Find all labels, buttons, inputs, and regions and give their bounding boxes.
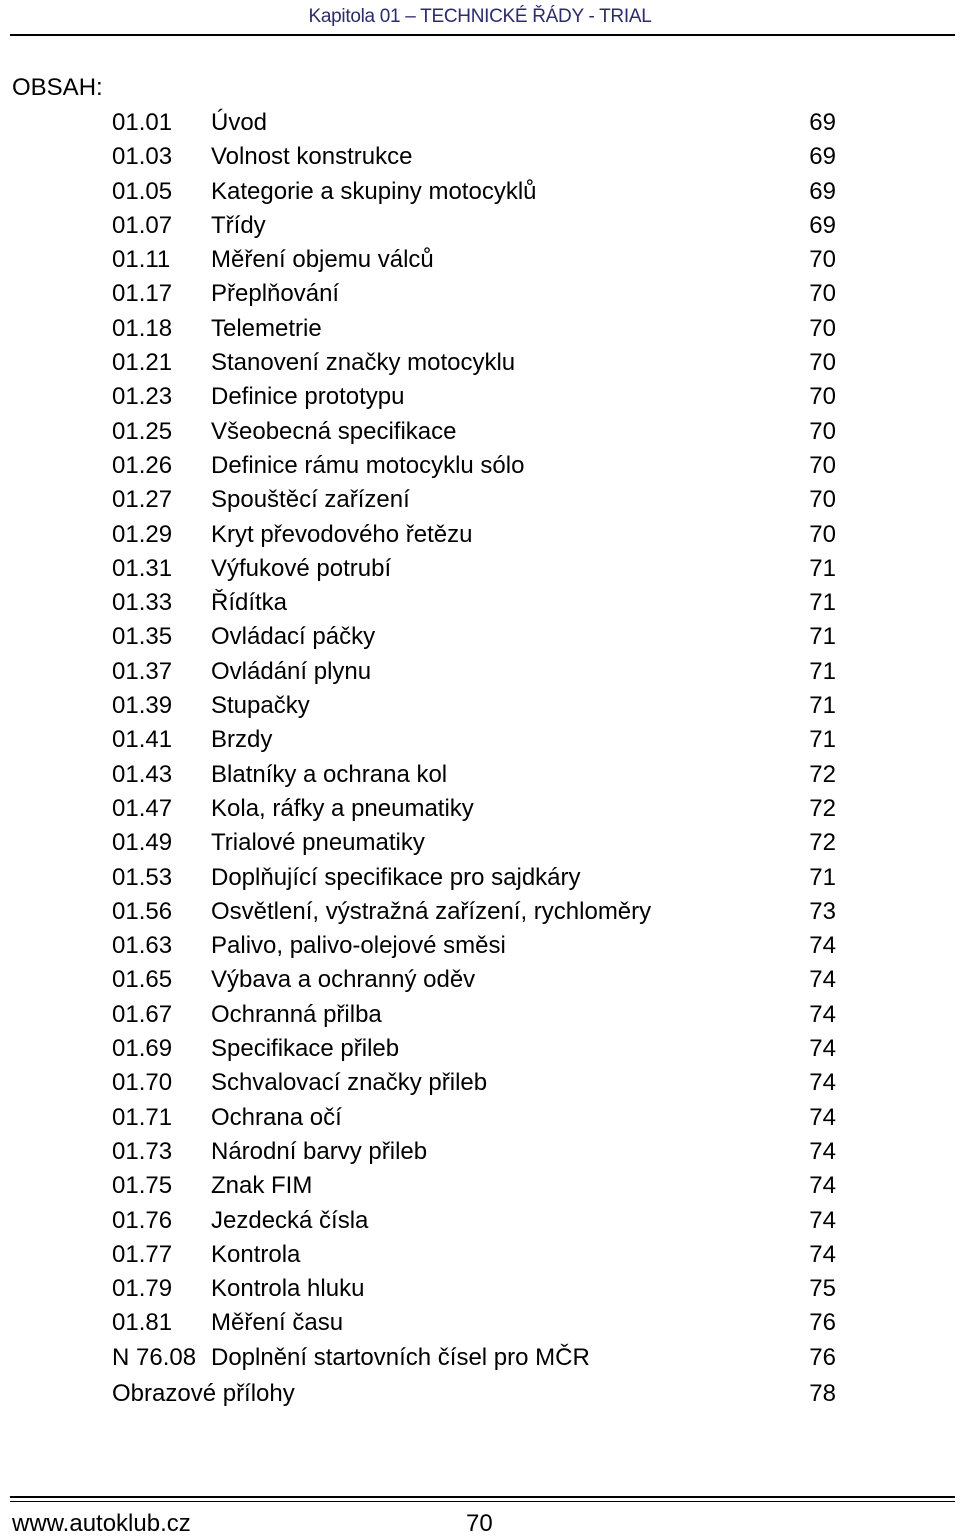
toc-entry-page: 74 xyxy=(809,932,836,960)
toc-entry[interactable] xyxy=(0,826,960,860)
toc-entry[interactable] xyxy=(0,312,960,346)
page-header-title: Kapitola 01 – TECHNICKÉ ŘÁDY - TRIAL xyxy=(308,6,652,27)
toc-entry[interactable] xyxy=(0,209,960,243)
toc-entry-number: 01.41 xyxy=(112,726,173,754)
toc-entry-title: Ochranná přilba xyxy=(211,1000,382,1028)
toc-entry-title: Blatníky a ochrana kol xyxy=(211,760,448,788)
toc-entry-number: 01.63 xyxy=(112,932,173,960)
toc-entry-title: Stanovení značky motocyklu xyxy=(211,349,516,377)
toc-entry[interactable] xyxy=(0,1272,960,1306)
toc-entry[interactable] xyxy=(0,998,960,1032)
toc-entry-number: 01.17 xyxy=(112,280,173,308)
toc-entry[interactable] xyxy=(0,895,960,929)
footer-page-number: 70 xyxy=(466,1510,493,1537)
toc-entry[interactable] xyxy=(0,1341,960,1375)
toc-entry-appendix[interactable] xyxy=(0,1377,960,1411)
toc-entry-title: Kontrola hluku xyxy=(211,1275,365,1303)
toc-entry-page: 72 xyxy=(809,760,836,788)
toc-entry-page: 74 xyxy=(809,1172,836,1200)
toc-entry-number: N 76.08 xyxy=(112,1343,197,1371)
toc-entry[interactable] xyxy=(0,518,960,552)
toc-entry-title: Výfukové potrubí xyxy=(211,554,392,582)
toc-entry-title: Ovládání plynu xyxy=(211,657,372,685)
toc-entry-page: 70 xyxy=(809,486,836,514)
toc-entry-title: Kola, ráfky a pneumatiky xyxy=(211,794,474,822)
toc-entry-title: Kontrola xyxy=(211,1240,301,1268)
toc-entry-page: 72 xyxy=(809,794,836,822)
toc-entry-number: 01.37 xyxy=(112,657,173,685)
toc-entry-number: 01.47 xyxy=(112,794,173,822)
toc-entry-page: 74 xyxy=(809,1240,836,1268)
toc-entry-title: Spouštěcí zařízení xyxy=(211,486,410,514)
toc-entry[interactable] xyxy=(0,1135,960,1169)
toc-entry-title: Měření objemu válců xyxy=(211,246,434,274)
toc-entry-number: 01.76 xyxy=(112,1206,173,1234)
toc-entry-title: Ovládací páčky xyxy=(211,623,376,651)
toc-entry-number: 01.75 xyxy=(112,1172,173,1200)
toc-entry-title: Výbava a ochranný oděv xyxy=(211,966,476,994)
toc-entry-title: Osvětlení, výstražná zařízení, rychloměry xyxy=(211,897,652,925)
toc-entry[interactable] xyxy=(0,586,960,620)
toc-entry-title: Třídy xyxy=(211,211,266,239)
toc-entry[interactable] xyxy=(0,277,960,311)
toc-entry-page: 74 xyxy=(809,1000,836,1028)
toc-entry[interactable] xyxy=(0,140,960,174)
toc-entry-title: Kategorie a skupiny motocyklů xyxy=(211,177,537,205)
toc-entry-page: 71 xyxy=(809,554,836,582)
toc-entry-number: 01.26 xyxy=(112,451,173,479)
toc-entry-number: 01.05 xyxy=(112,177,173,205)
toc-entry-number: 01.33 xyxy=(112,589,173,617)
toc-entry[interactable] xyxy=(0,552,960,586)
toc-entry-page: 74 xyxy=(809,966,836,994)
toc-entry-page: 74 xyxy=(809,1103,836,1131)
toc-appendix-page: 78 xyxy=(809,1379,836,1407)
toc-entry-page: 76 xyxy=(809,1309,836,1337)
toc-entry-page: 70 xyxy=(809,349,836,377)
toc-entry-title: Brzdy xyxy=(211,726,273,754)
toc-entry-number: 01.21 xyxy=(112,349,173,377)
toc-entry-page: 70 xyxy=(809,246,836,274)
footer-website-link[interactable]: www.autoklub.cz xyxy=(12,1510,191,1537)
toc-entry-title: Ochrana očí xyxy=(211,1103,342,1131)
toc-entry[interactable] xyxy=(0,723,960,757)
toc-entry-page: 74 xyxy=(809,1035,836,1063)
toc-entry[interactable] xyxy=(0,963,960,997)
toc-entry-page: 71 xyxy=(809,692,836,720)
toc-entry[interactable] xyxy=(0,346,960,380)
toc-entry-number: 01.69 xyxy=(112,1035,173,1063)
toc-entry-number: 01.35 xyxy=(112,623,173,651)
toc-entry[interactable] xyxy=(0,1238,960,1272)
toc-entry[interactable] xyxy=(0,1101,960,1135)
footer-divider xyxy=(10,1496,955,1498)
toc-entry[interactable] xyxy=(0,106,960,140)
toc-entry[interactable] xyxy=(0,861,960,895)
toc-entry-title: Doplňující specifikace pro sajdkáry xyxy=(211,863,581,891)
toc-entry-page: 69 xyxy=(809,143,836,171)
toc-entry-number: 01.73 xyxy=(112,1137,173,1165)
toc-entry-number: 01.49 xyxy=(112,829,173,857)
toc-label: OBSAH: xyxy=(12,74,103,101)
toc-entry[interactable] xyxy=(0,380,960,414)
toc-entry-page: 69 xyxy=(809,211,836,239)
toc-entry[interactable] xyxy=(0,655,960,689)
toc-entry-title: Telemetrie xyxy=(211,314,322,342)
toc-entry-title: Měření času xyxy=(211,1309,344,1337)
toc-entry-number: 01.18 xyxy=(112,314,173,342)
toc-entry-title: Jezdecká čísla xyxy=(211,1206,369,1234)
toc-entry[interactable] xyxy=(0,689,960,723)
toc-entry-number: 01.39 xyxy=(112,692,173,720)
toc-entry-number: 01.27 xyxy=(112,486,173,514)
toc-entry-number: 01.31 xyxy=(112,554,173,582)
toc-entry-page: 70 xyxy=(809,280,836,308)
toc-entry[interactable] xyxy=(0,1032,960,1066)
toc-entry-page: 71 xyxy=(809,726,836,754)
toc-entry-number: 01.43 xyxy=(112,760,173,788)
toc-entry-page: 75 xyxy=(809,1275,836,1303)
toc-entry-title: Definice prototypu xyxy=(211,383,405,411)
toc-entry-page: 69 xyxy=(809,177,836,205)
toc-entry[interactable] xyxy=(0,1306,960,1340)
toc-entry-number: 01.79 xyxy=(112,1275,173,1303)
toc-entry-title: Přeplňování xyxy=(211,280,340,308)
toc-entry-number: 01.23 xyxy=(112,383,173,411)
toc-entry-title: Kryt převodového řetězu xyxy=(211,520,473,548)
toc-entry-title: Palivo, palivo-olejové směsi xyxy=(211,932,506,960)
toc-entry-title: Stupačky xyxy=(211,692,310,720)
toc-entry-title: Řídítka xyxy=(211,589,288,617)
toc-entry-page: 70 xyxy=(809,451,836,479)
toc-entry-title: Všeobecná specifikace xyxy=(211,417,457,445)
toc-entry[interactable] xyxy=(0,243,960,277)
toc-entry[interactable] xyxy=(0,449,960,483)
toc-entry-page: 74 xyxy=(809,1137,836,1165)
toc-entry[interactable] xyxy=(0,1066,960,1100)
toc-entry[interactable] xyxy=(0,929,960,963)
toc-entry[interactable] xyxy=(0,620,960,654)
toc-entry-number: 01.56 xyxy=(112,897,173,925)
toc-entry-page: 76 xyxy=(809,1343,836,1371)
toc-entry-page: 74 xyxy=(809,1206,836,1234)
toc-entry-page: 71 xyxy=(809,623,836,651)
toc-entry-page: 70 xyxy=(809,314,836,342)
toc-entry-number: 01.71 xyxy=(112,1103,173,1131)
toc-entry[interactable] xyxy=(0,792,960,826)
toc-entry-number: 01.07 xyxy=(112,211,173,239)
toc-appendix-title: Obrazové přílohy xyxy=(112,1379,295,1407)
footer-divider-thin xyxy=(10,1501,955,1502)
toc-entry-number: 01.53 xyxy=(112,863,173,891)
toc-entry-number: 01.01 xyxy=(112,109,173,136)
toc-entry-page: 71 xyxy=(809,657,836,685)
toc-entry-title: Definice rámu motocyklu sólo xyxy=(211,451,525,479)
toc-entry-page: 72 xyxy=(809,829,836,857)
toc-entry-number: 01.67 xyxy=(112,1000,173,1028)
toc-entry-page: 70 xyxy=(809,520,836,548)
toc-entry[interactable] xyxy=(0,175,960,209)
toc-entry-title: Doplnění startovních čísel pro MČR xyxy=(211,1343,590,1371)
toc-entry-number: 01.65 xyxy=(112,966,173,994)
toc-entry[interactable] xyxy=(0,1204,960,1238)
toc-entry-page: 70 xyxy=(809,383,836,411)
toc-entry-title: Národní barvy přileb xyxy=(211,1137,428,1165)
toc-entry[interactable] xyxy=(0,758,960,792)
toc-entry-number: 01.81 xyxy=(112,1309,173,1337)
toc-entry-title: Schvalovací značky přileb xyxy=(211,1069,488,1097)
header-divider xyxy=(10,34,955,36)
toc-entry-number: 01.25 xyxy=(112,417,173,445)
toc-entry-title: Volnost konstrukce xyxy=(211,143,413,171)
toc-entry-number: 01.29 xyxy=(112,520,173,548)
toc-entry-page: 74 xyxy=(809,1069,836,1097)
toc-entry-number: 01.70 xyxy=(112,1069,173,1097)
toc-entry-title: Specifikace přileb xyxy=(211,1035,400,1063)
toc-entry-number: 01.11 xyxy=(112,246,171,274)
toc-entry[interactable] xyxy=(0,483,960,517)
table-of-contents xyxy=(0,106,960,1411)
toc-entry-page: 69 xyxy=(809,109,836,136)
toc-entry-number: 01.77 xyxy=(112,1240,173,1268)
toc-entry[interactable] xyxy=(0,1169,960,1203)
toc-entry-page: 71 xyxy=(809,589,836,617)
toc-entry-title: Úvod xyxy=(211,109,268,136)
toc-entry[interactable] xyxy=(0,415,960,449)
toc-entry-page: 73 xyxy=(809,897,836,925)
toc-entry-title: Trialové pneumatiky xyxy=(211,829,425,857)
toc-entry-title: Znak FIM xyxy=(211,1172,313,1200)
toc-entry-number: 01.03 xyxy=(112,143,173,171)
toc-entry-page: 70 xyxy=(809,417,836,445)
toc-entry-page: 71 xyxy=(809,863,836,891)
